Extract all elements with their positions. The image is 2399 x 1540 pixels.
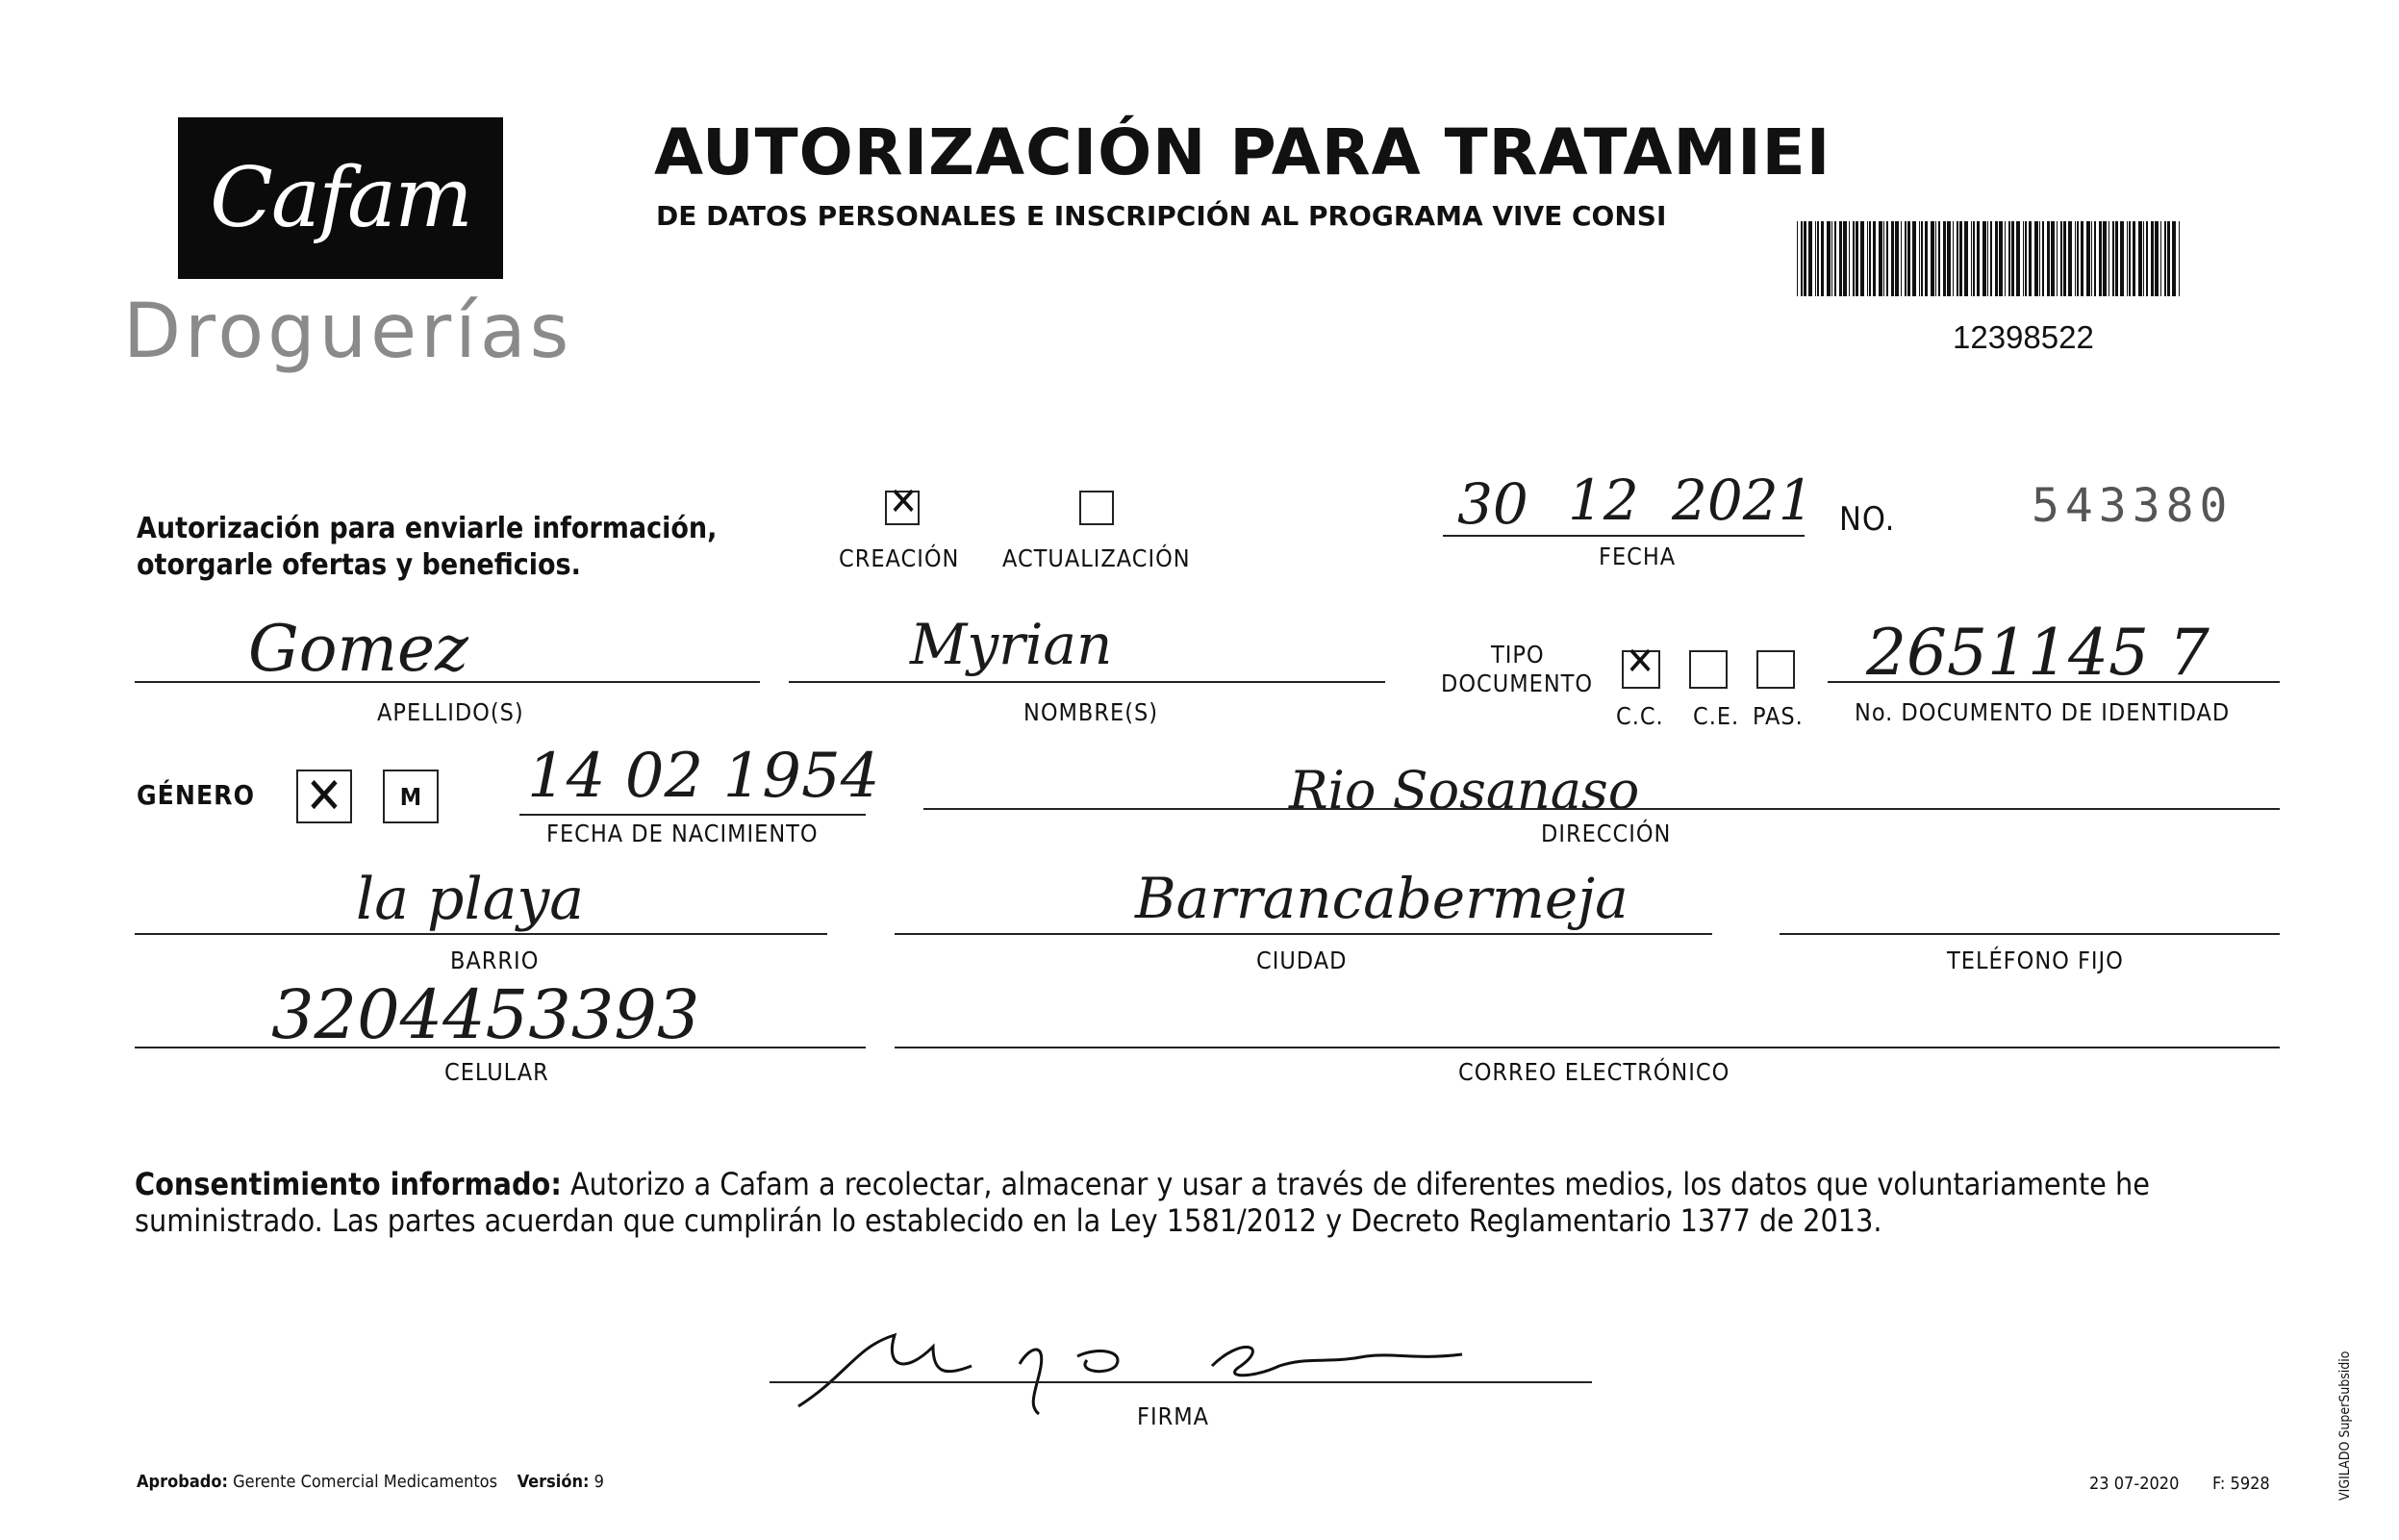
barcode-bar xyxy=(2016,221,2020,296)
barcode-bar xyxy=(1853,221,1855,296)
version-value: 9 xyxy=(593,1472,604,1492)
barcode-bar xyxy=(2086,221,2090,296)
barcode-bar xyxy=(2133,221,2135,296)
barcode-bar xyxy=(1843,221,1847,296)
pas-checkbox[interactable] xyxy=(1756,650,1795,689)
barcode-bar xyxy=(1964,221,1968,296)
form-subtitle: DE DATOS PERSONALES E INSCRIPCIÓN AL PROGRAMA VIVE CONSI xyxy=(656,200,1667,232)
barcode-bar xyxy=(2063,221,2066,296)
ciudad-line xyxy=(895,933,1712,935)
barcode-bar xyxy=(1947,221,1951,296)
barcode-bar xyxy=(2057,221,2058,296)
consent-body: Autorizo a Cafam a recolectar, almacenar y usar a través de diferentes medios, los datos que voluntariamente he suministrado. Las partes acuerdan que cumplirán lo establecido en la Ley 1581/2012 y Decreto Reglamentario 1377 de 2013. xyxy=(135,1166,2150,1240)
barcode-bar xyxy=(1797,221,1798,296)
creacion-checkbox[interactable] xyxy=(885,491,920,525)
telefono-line xyxy=(1780,933,2280,935)
apellidos-label: APELLIDO(S) xyxy=(377,698,524,726)
footer-approved xyxy=(137,1472,604,1492)
logo-text: Cafam xyxy=(210,150,471,246)
barcode-bar xyxy=(1891,221,1894,296)
barcode-bar xyxy=(1804,221,1806,296)
footer-form-code: F: 5928 xyxy=(2212,1474,2270,1494)
logo-subtext: Droguerías xyxy=(123,289,573,375)
barcode-bar xyxy=(2051,221,2055,296)
version-label: Versión: xyxy=(517,1472,590,1492)
cc-label: C.C. xyxy=(1616,702,1664,730)
barcode-bar xyxy=(1886,221,1888,296)
barcode-bar xyxy=(1817,221,1819,296)
ce-label: C.E. xyxy=(1693,702,1740,730)
barcode-bar xyxy=(1801,221,1803,296)
barcode-bar xyxy=(2042,221,2044,296)
genero-check-mark-icon: ✕ xyxy=(305,768,343,825)
nombres-line xyxy=(789,681,1385,683)
barcode-bar xyxy=(2034,221,2038,296)
signature-line xyxy=(770,1381,1592,1383)
barcode-bar xyxy=(1834,221,1836,296)
correo-line xyxy=(895,1047,2280,1048)
barcode-bar xyxy=(1860,221,1864,296)
supersubsidio-vertical-text: VIGILADO SuperSubsidio xyxy=(2337,1351,2353,1501)
barcode-bar xyxy=(2167,221,2170,296)
barcode-bar xyxy=(1921,221,1923,296)
barcode-bar xyxy=(1905,221,1907,296)
barcode-bar xyxy=(2127,221,2128,296)
barcode-bar xyxy=(1831,221,1832,296)
fecha-label: FECHA xyxy=(1599,543,1677,570)
barcode-bar xyxy=(2005,221,2006,296)
form-title: AUTORIZACIÓN PARA TRATAMIEI xyxy=(654,115,1831,189)
barcode-bar xyxy=(1953,221,1954,296)
consent-paragraph xyxy=(135,1166,2270,1240)
barcode-bar xyxy=(2060,221,2062,296)
nacimiento-value[interactable]: 14 02 1954 xyxy=(527,741,880,812)
no-label: NO. xyxy=(1839,500,1896,539)
barcode-bar xyxy=(1856,221,1858,296)
barrio-line xyxy=(135,933,827,935)
barcode-bar xyxy=(2099,221,2102,296)
barcode-bar xyxy=(2008,221,2010,296)
cafam-logo xyxy=(178,117,503,279)
barcode-bar xyxy=(2023,221,2024,296)
nacimiento-label: FECHA DE NACIMIENTO xyxy=(546,820,819,847)
direccion-value[interactable]: Rio Sosanaso xyxy=(1289,760,1640,820)
barcode-bar xyxy=(2075,221,2076,296)
nacimiento-line xyxy=(519,814,866,816)
barcode-bar xyxy=(2160,221,2161,296)
ciudad-label: CIUDAD xyxy=(1256,947,1348,974)
barcode-bar xyxy=(1821,221,1824,296)
actualizacion-checkbox[interactable] xyxy=(1079,491,1114,525)
barrio-value[interactable]: la playa xyxy=(356,866,585,933)
barcode-bar xyxy=(1907,221,1910,296)
fecha-line xyxy=(1443,535,1805,537)
telefono-label: TELÉFONO FIJO xyxy=(1947,947,2124,974)
barcode-bar xyxy=(1895,221,1899,296)
fecha-year: 2021 xyxy=(1672,467,1814,533)
genero-f-checkbox[interactable] xyxy=(296,770,352,823)
barcode-bar xyxy=(2143,221,2144,296)
barcode-bar xyxy=(2172,221,2176,296)
barcode-bar xyxy=(2112,221,2114,296)
barcode xyxy=(1797,221,2182,296)
barcode-bar xyxy=(1925,221,1928,296)
barcode-bar xyxy=(1912,221,1916,296)
barcode-bar xyxy=(2047,221,2050,296)
nombres-label: NOMBRE(S) xyxy=(1023,698,1159,726)
barcode-bar xyxy=(1869,221,1871,296)
barcode-bar xyxy=(1879,221,1882,296)
barcode-bar xyxy=(2151,221,2154,296)
direccion-line xyxy=(923,808,2280,810)
barcode-bar xyxy=(1919,221,1920,296)
barcode-bar xyxy=(1999,221,2003,296)
celular-value[interactable]: 3204453393 xyxy=(271,975,700,1054)
barcode-bar xyxy=(2103,221,2107,296)
fecha-day: 30 xyxy=(1457,471,1528,537)
barcode-bar xyxy=(2077,221,2079,296)
ciudad-value[interactable]: Barrancabermeja xyxy=(1135,866,1629,931)
barcode-bar xyxy=(1849,221,1850,296)
nombres-value[interactable]: Myrian xyxy=(910,612,1113,677)
barcode-bar xyxy=(1901,221,1902,296)
fecha-month: 12 xyxy=(1568,467,1639,533)
celular-line xyxy=(135,1047,866,1048)
barcode-bar xyxy=(2146,221,2148,296)
barrio-label: BARRIO xyxy=(450,947,540,974)
tipo-documento-label-1: TIPO xyxy=(1491,641,1545,669)
barcode-bar xyxy=(1883,221,1884,296)
genero-m-text: M xyxy=(399,782,422,811)
barcode-bar xyxy=(1995,221,1998,296)
apellidos-line xyxy=(135,681,760,683)
signature-label: FIRMA xyxy=(1137,1402,1209,1430)
barcode-bar xyxy=(1971,221,1972,296)
celular-label: CELULAR xyxy=(444,1058,549,1086)
creacion-label: CREACIÓN xyxy=(839,544,960,572)
barcode-bar xyxy=(1987,221,1988,296)
form-number: 543380 xyxy=(2032,479,2234,533)
barcode-bar xyxy=(1839,221,1842,296)
barcode-bar xyxy=(1982,221,1986,296)
barcode-bar xyxy=(2068,221,2072,296)
barcode-bar xyxy=(1959,221,1962,296)
aprobado-label: Aprobado: xyxy=(137,1472,228,1492)
barcode-bar xyxy=(2025,221,2027,296)
intro-line-1: Autorización para enviarle información, xyxy=(137,512,718,545)
barcode-bar xyxy=(1990,221,1992,296)
barcode-bar xyxy=(1815,221,1816,296)
direccion-label: DIRECCIÓN xyxy=(1541,820,1672,847)
barcode-bar xyxy=(1931,221,1934,296)
intro-line-2: otorgarle ofertas y beneficios. xyxy=(137,548,581,582)
barcode-bar xyxy=(2120,221,2124,296)
barcode-bar xyxy=(2029,221,2032,296)
barcode-bar xyxy=(2164,221,2166,296)
barcode-bar xyxy=(1873,221,1876,296)
barcode-bar xyxy=(1808,221,1812,296)
barcode-bar xyxy=(2115,221,2118,296)
barcode-bar xyxy=(1943,221,1946,296)
barcode-bar xyxy=(1827,221,1831,296)
apellidos-value[interactable]: Gomez xyxy=(248,612,468,686)
actualizacion-label: ACTUALIZACIÓN xyxy=(1002,544,1191,572)
barcode-bar xyxy=(1867,221,1868,296)
barcode-bar xyxy=(1935,221,1936,296)
genero-m-checkbox[interactable] xyxy=(383,770,439,823)
tipo-documento-label-2: DOCUMENTO xyxy=(1441,669,1594,697)
barcode-bar xyxy=(2081,221,2083,296)
correo-label: CORREO ELECTRÓNICO xyxy=(1458,1058,1730,1086)
barcode-bar xyxy=(2179,221,2180,296)
barcode-bar xyxy=(2155,221,2159,296)
barcode-bar xyxy=(2011,221,2014,296)
barcode-bar xyxy=(1973,221,1975,296)
ce-checkbox[interactable] xyxy=(1689,650,1728,689)
footer-date-code: 23 07-2020 xyxy=(2089,1474,2180,1494)
genero-label: GÉNERO xyxy=(137,779,255,811)
barcode-bar xyxy=(1938,221,1940,296)
barcode-bar xyxy=(2094,221,2096,296)
barcode-bar xyxy=(2091,221,2092,296)
documento-label: No. DOCUMENTO DE IDENTIDAD xyxy=(1855,698,2231,726)
barcode-number: 12398522 xyxy=(1953,319,2094,355)
barcode-bar xyxy=(1977,221,1980,296)
documento-value[interactable]: 2651145 7 xyxy=(1866,616,2210,690)
barcode-bar xyxy=(2138,221,2142,296)
consent-heading: Consentimiento informado: xyxy=(135,1166,562,1202)
cc-checkbox[interactable] xyxy=(1622,650,1660,689)
pas-label: PAS. xyxy=(1753,702,1804,730)
barcode-bar xyxy=(2129,221,2131,296)
documento-line xyxy=(1828,681,2280,683)
barcode-bar xyxy=(2039,221,2040,296)
barcode-bar xyxy=(1957,221,1958,296)
aprobado-value: Gerente Comercial Medicamentos xyxy=(233,1472,498,1492)
